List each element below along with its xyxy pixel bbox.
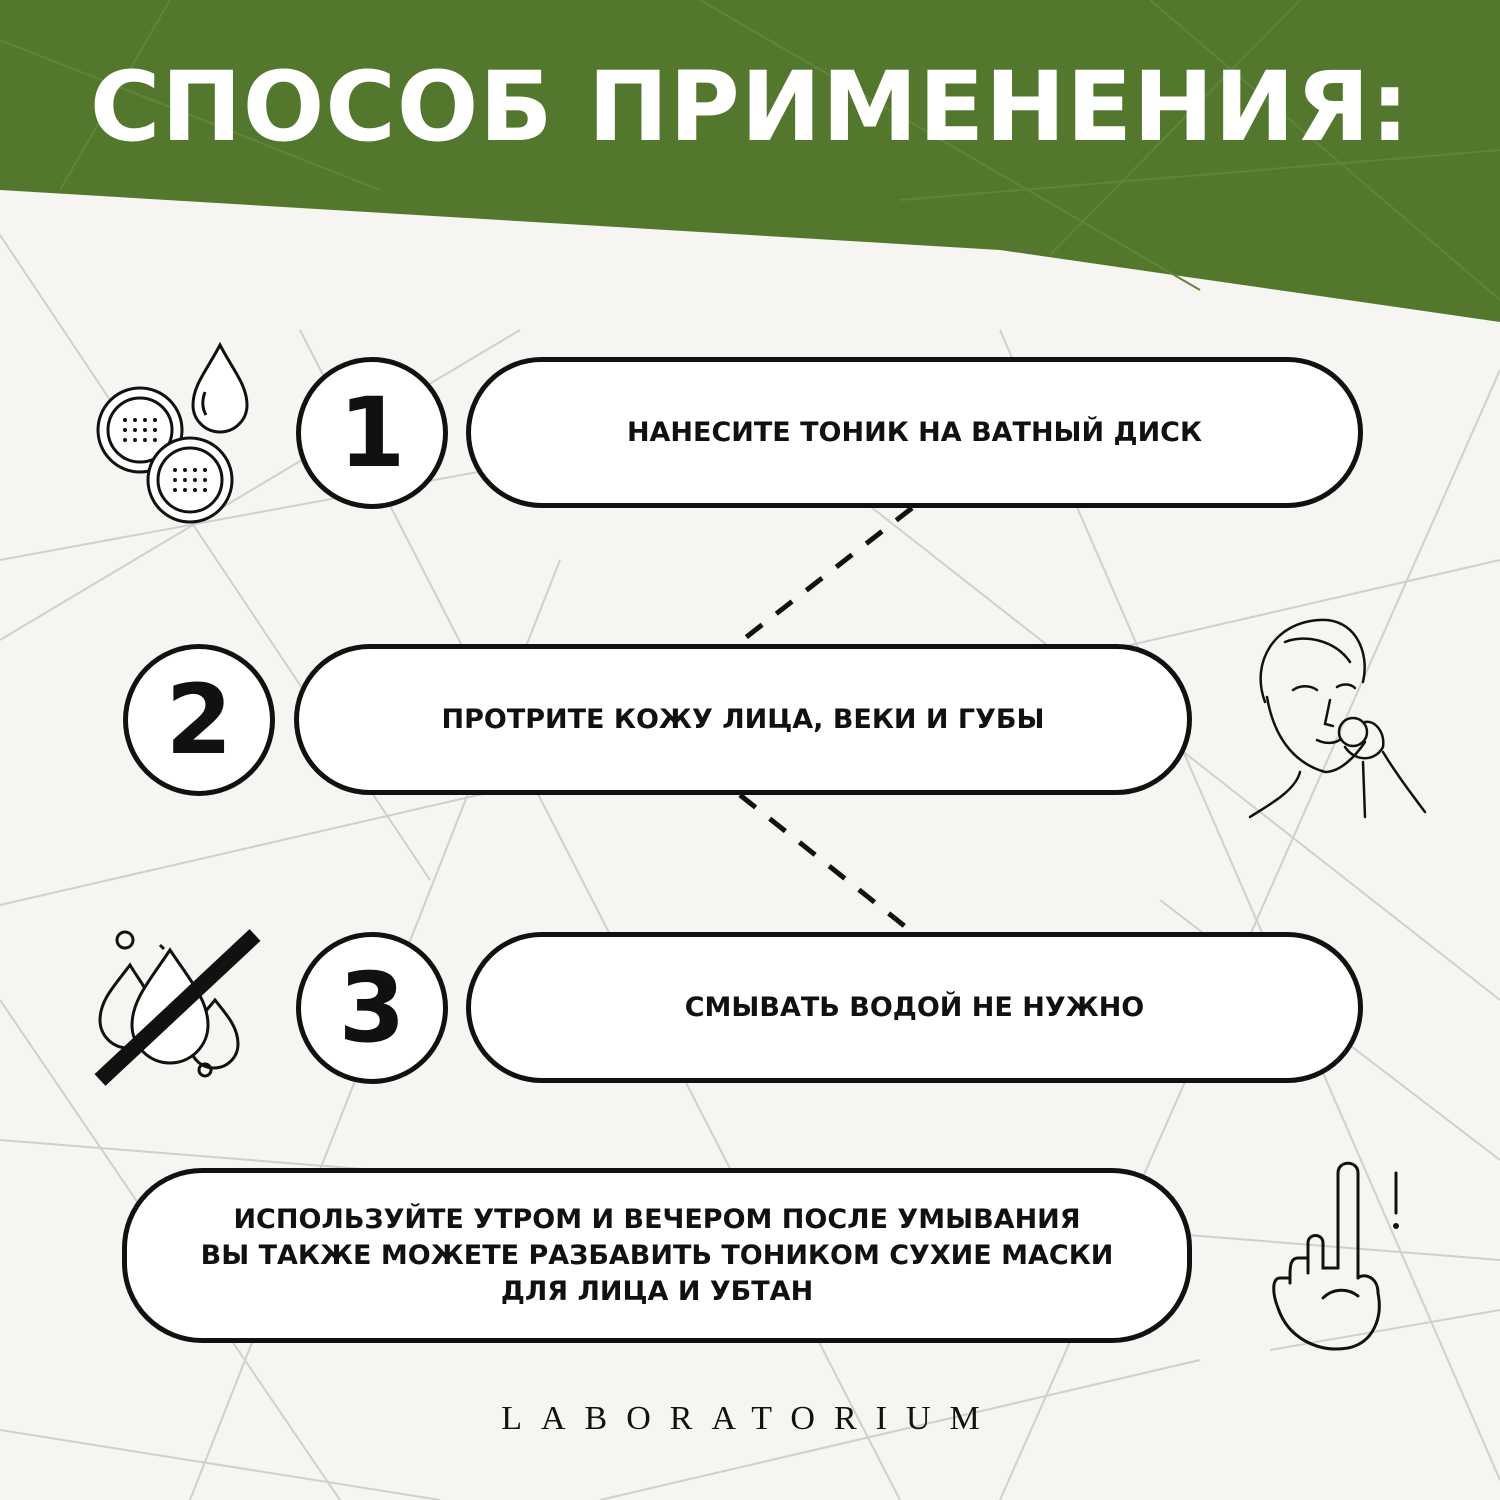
step-2-card: [294, 644, 1192, 795]
brand-logo: LABORATORIUM: [501, 1400, 999, 1437]
no-water-icon: [90, 920, 265, 1090]
raised-finger-icon: [1268, 1158, 1413, 1358]
woman-face-icon: [1245, 612, 1430, 827]
usage-note-card: [122, 1168, 1192, 1343]
step-2-text: ПРОТРИТЕ КОЖУ ЛИЦА, ВЕКИ И ГУБЫ: [441, 704, 1045, 735]
step-3-text: СМЫВАТЬ ВОДОЙ НЕ НУЖНО: [684, 992, 1145, 1023]
cotton-pads-drop-icon: [95, 340, 260, 525]
step-1-number: 1: [296, 357, 448, 509]
page-title: СПОСОБ ПРИМЕНЕНИЯ:: [89, 51, 1411, 163]
note-line-1: ИСПОЛЬЗУЙТЕ УТРОМ И ВЕЧЕРОМ ПОСЛЕ УМЫВАНИЯ: [233, 1203, 1081, 1235]
note-line-2: ВЫ ТАКЖЕ МОЖЕТЕ РАЗБАВИТЬ ТОНИКОМ СУХИЕ МАСКИ: [200, 1239, 1114, 1271]
step-2-number: 2: [123, 644, 275, 796]
step-1-card: [466, 357, 1363, 508]
step-3-number: 3: [296, 932, 448, 1084]
step-3-card: [466, 932, 1363, 1083]
note-line-3: ДЛЯ ЛИЦА И УБТАН: [500, 1275, 814, 1307]
step-1-text: НАНЕСИТЕ ТОНИК НА ВАТНЫЙ ДИСК: [626, 417, 1203, 448]
